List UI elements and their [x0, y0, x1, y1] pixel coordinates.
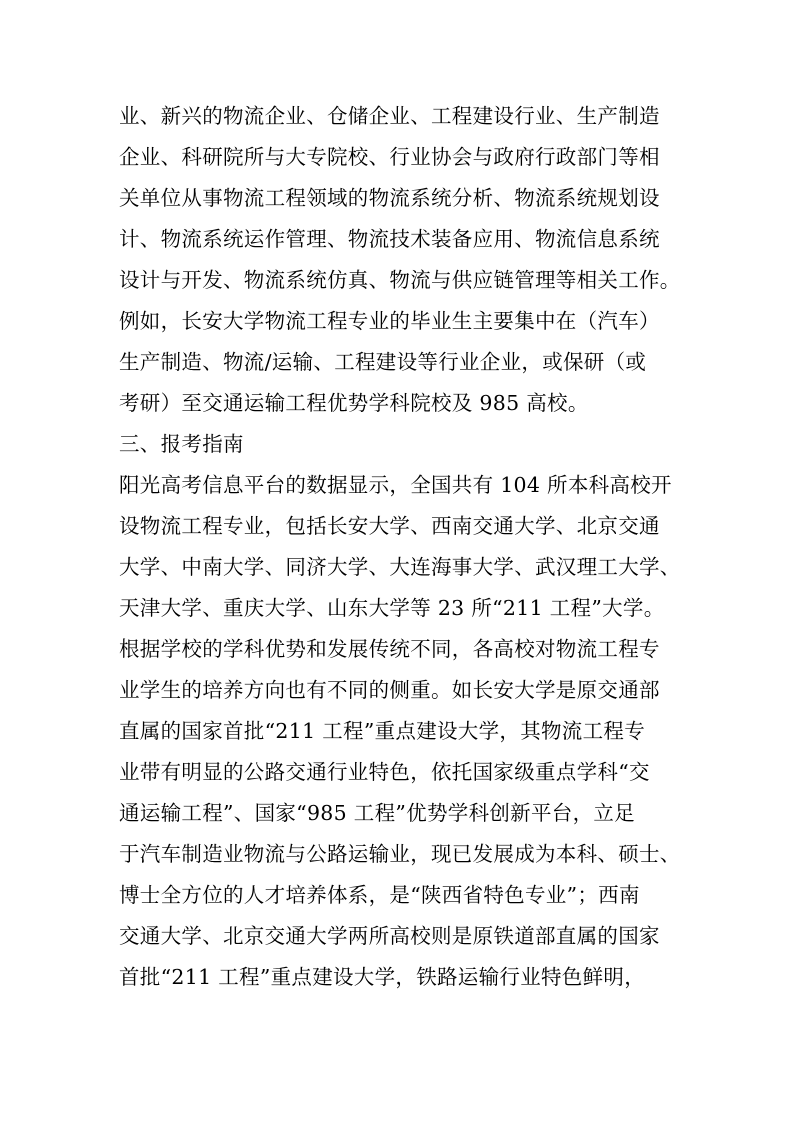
text-line: 直属的国家首批“211 工程”重点建设大学，其物流工程专 — [119, 719, 646, 743]
body-text — [119, 98, 679, 1000]
text-line: 博士全方位的人才培养体系，是“陕西省特色专业”；西南 — [119, 883, 640, 907]
section-heading: 三、报考指南 — [119, 432, 244, 456]
text-line: 生产制造、物流/运输、工程建设等行业企业，或保研（或 — [119, 350, 647, 374]
text-line: 首批“211 工程”重点建设大学，铁路运输行业特色鲜明， — [119, 965, 646, 989]
text-line: 天津大学、重庆大学、山东大学等 23 所“211 工程”大学。 — [119, 596, 665, 620]
text-line: 考研）至交通运输工程优势学科院校及 985 高校。 — [119, 391, 589, 415]
text-line: 例如，长安大学物流工程专业的毕业生主要集中在（汽车） — [119, 309, 660, 333]
text-line: 业带有明显的公路交通行业特色，依托国家级重点学科“交 — [119, 760, 650, 784]
text-line: 阳光高考信息平台的数据显示，全国共有 104 所本科高校开 — [119, 473, 672, 497]
text-line: 业学生的培养方向也有不同的侧重。如长安大学是原交通部 — [119, 678, 660, 702]
text-line: 设物流工程专业，包括长安大学、西南交通大学、北京交通 — [119, 514, 660, 538]
text-line: 企业、科研院所与大专院校、行业协会与政府行政部门等相 — [119, 145, 660, 169]
text-line: 通运输工程”、国家“985 工程”优势学科创新平台，立足 — [119, 801, 635, 825]
text-line: 交通大学、北京交通大学两所高校则是原铁道部直属的国家 — [119, 924, 660, 948]
text-line: 大学、中南大学、同济大学、大连海事大学、武汉理工大学、 — [119, 555, 681, 579]
text-line: 计、物流系统运作管理、物流技术装备应用、物流信息系统 — [119, 227, 660, 251]
text-line: 业、新兴的物流企业、仓储企业、工程建设行业、生产制造 — [119, 104, 660, 128]
text-line: 设计与开发、物流系统仿真、物流与供应链管理等相关工作。 — [119, 268, 681, 292]
text-line: 于汽车制造业物流与公路运输业，现已发展成为本科、硕士、 — [119, 842, 681, 866]
text-line: 根据学校的学科优势和发展传统不同，各高校对物流工程专 — [119, 637, 660, 661]
text-line: 关单位从事物流工程领域的物流系统分析、物流系统规划设 — [119, 186, 660, 210]
